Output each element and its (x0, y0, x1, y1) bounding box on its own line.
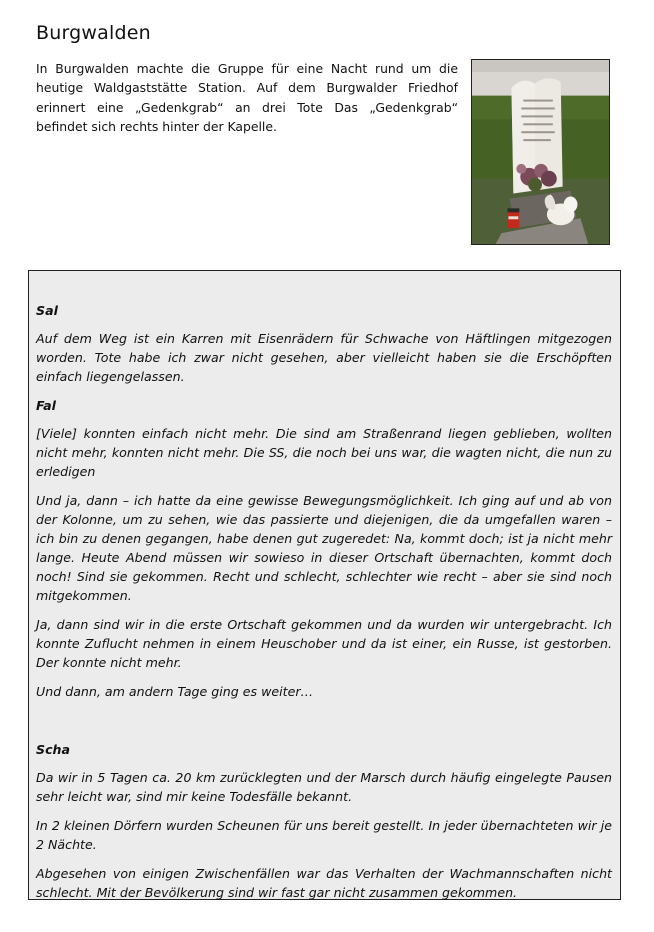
testimony-paragraph: Ja, dann sind wir in die erste Ortschaft gekommen und da wurden wir untergebracht. Ich konnte Zuflucht nehmen in einem Heuschober und da ist einer, ein Russe, ist gestorben. Der konnte nicht mehr. (36, 617, 612, 670)
testimony-paragraph: Und ja, dann – ich hatte da eine gewisse Bewegungsmöglichkeit. Ich ging auf und ab von der Kolonne, um zu sehen, wie das passierte und diejenigen, die da umgefallen waren – ich bin zu denen gegangen, habe denen gut zugeredet: Na, kommt doch; ist ja nicht mehr lange. Heute Abend müssen wir sowieso in dieser Ortschaft übernachten, kommt doch noch! Sind sie gekommen. Recht und schlecht, schlechter wie recht – aber sie sind noch mitgekommen. (36, 493, 612, 603)
speaker-name: Sal (36, 303, 58, 318)
testimony-paragraph: Auf dem Weg ist ein Karren mit Eisenrädern für Schwache von Häftlingen mitgezogen worden. Tote habe ich zwar nicht gesehen, aber vielleicht haben sie die Erschöpften einfach liegengelassen. (36, 331, 612, 384)
intro-paragraph: In Burgwalden machte die Gruppe für eine Nacht rund um die heutige Waldgaststätte Station. Auf dem Burgwalder Friedhof erinnert eine „Gedenkgrab“ an drei Tote Das „Gedenkgrab“ befindet sich rechts hinter der Kapelle. (36, 61, 458, 134)
testimony-box (28, 270, 621, 900)
page-title: Burgwalden (36, 22, 151, 44)
testimony-paragraph: Und dann, am andern Tage ging es weiter… (36, 684, 314, 699)
testimony-paragraph: In 2 kleinen Dörfern wurden Scheunen für uns bereit gestellt. In jeder übernachteten wir je 2 Nächte. (36, 818, 612, 852)
testimony-paragraph: Abgesehen von einigen Zwischenfällen war das Verhalten der Wachmannschaften nicht schlecht. Mit der Bevölkerung sind wir fast gar nicht zusammen gekommen. (36, 866, 612, 900)
speaker-name: Fal (36, 398, 56, 413)
memorial-photo (471, 59, 610, 245)
memorial-grave-image (472, 60, 609, 244)
section-spacer (36, 711, 612, 740)
speaker-name: Scha (36, 742, 70, 757)
testimony-paragraph: Da wir in 5 Tagen ca. 20 km zurücklegten und der Marsch durch häufig eingelegte Pausen sehr leicht war, sind mir keine Todesfälle bekannt. (36, 770, 612, 804)
testimony-paragraph: [Viele] konnten einfach nicht mehr. Die sind am Straßenrand liegen geblieben, wollten nicht mehr, konnten nicht mehr. Die SS, die noch bei uns war, die wagten nicht, die nun zu erledigen (36, 426, 612, 479)
